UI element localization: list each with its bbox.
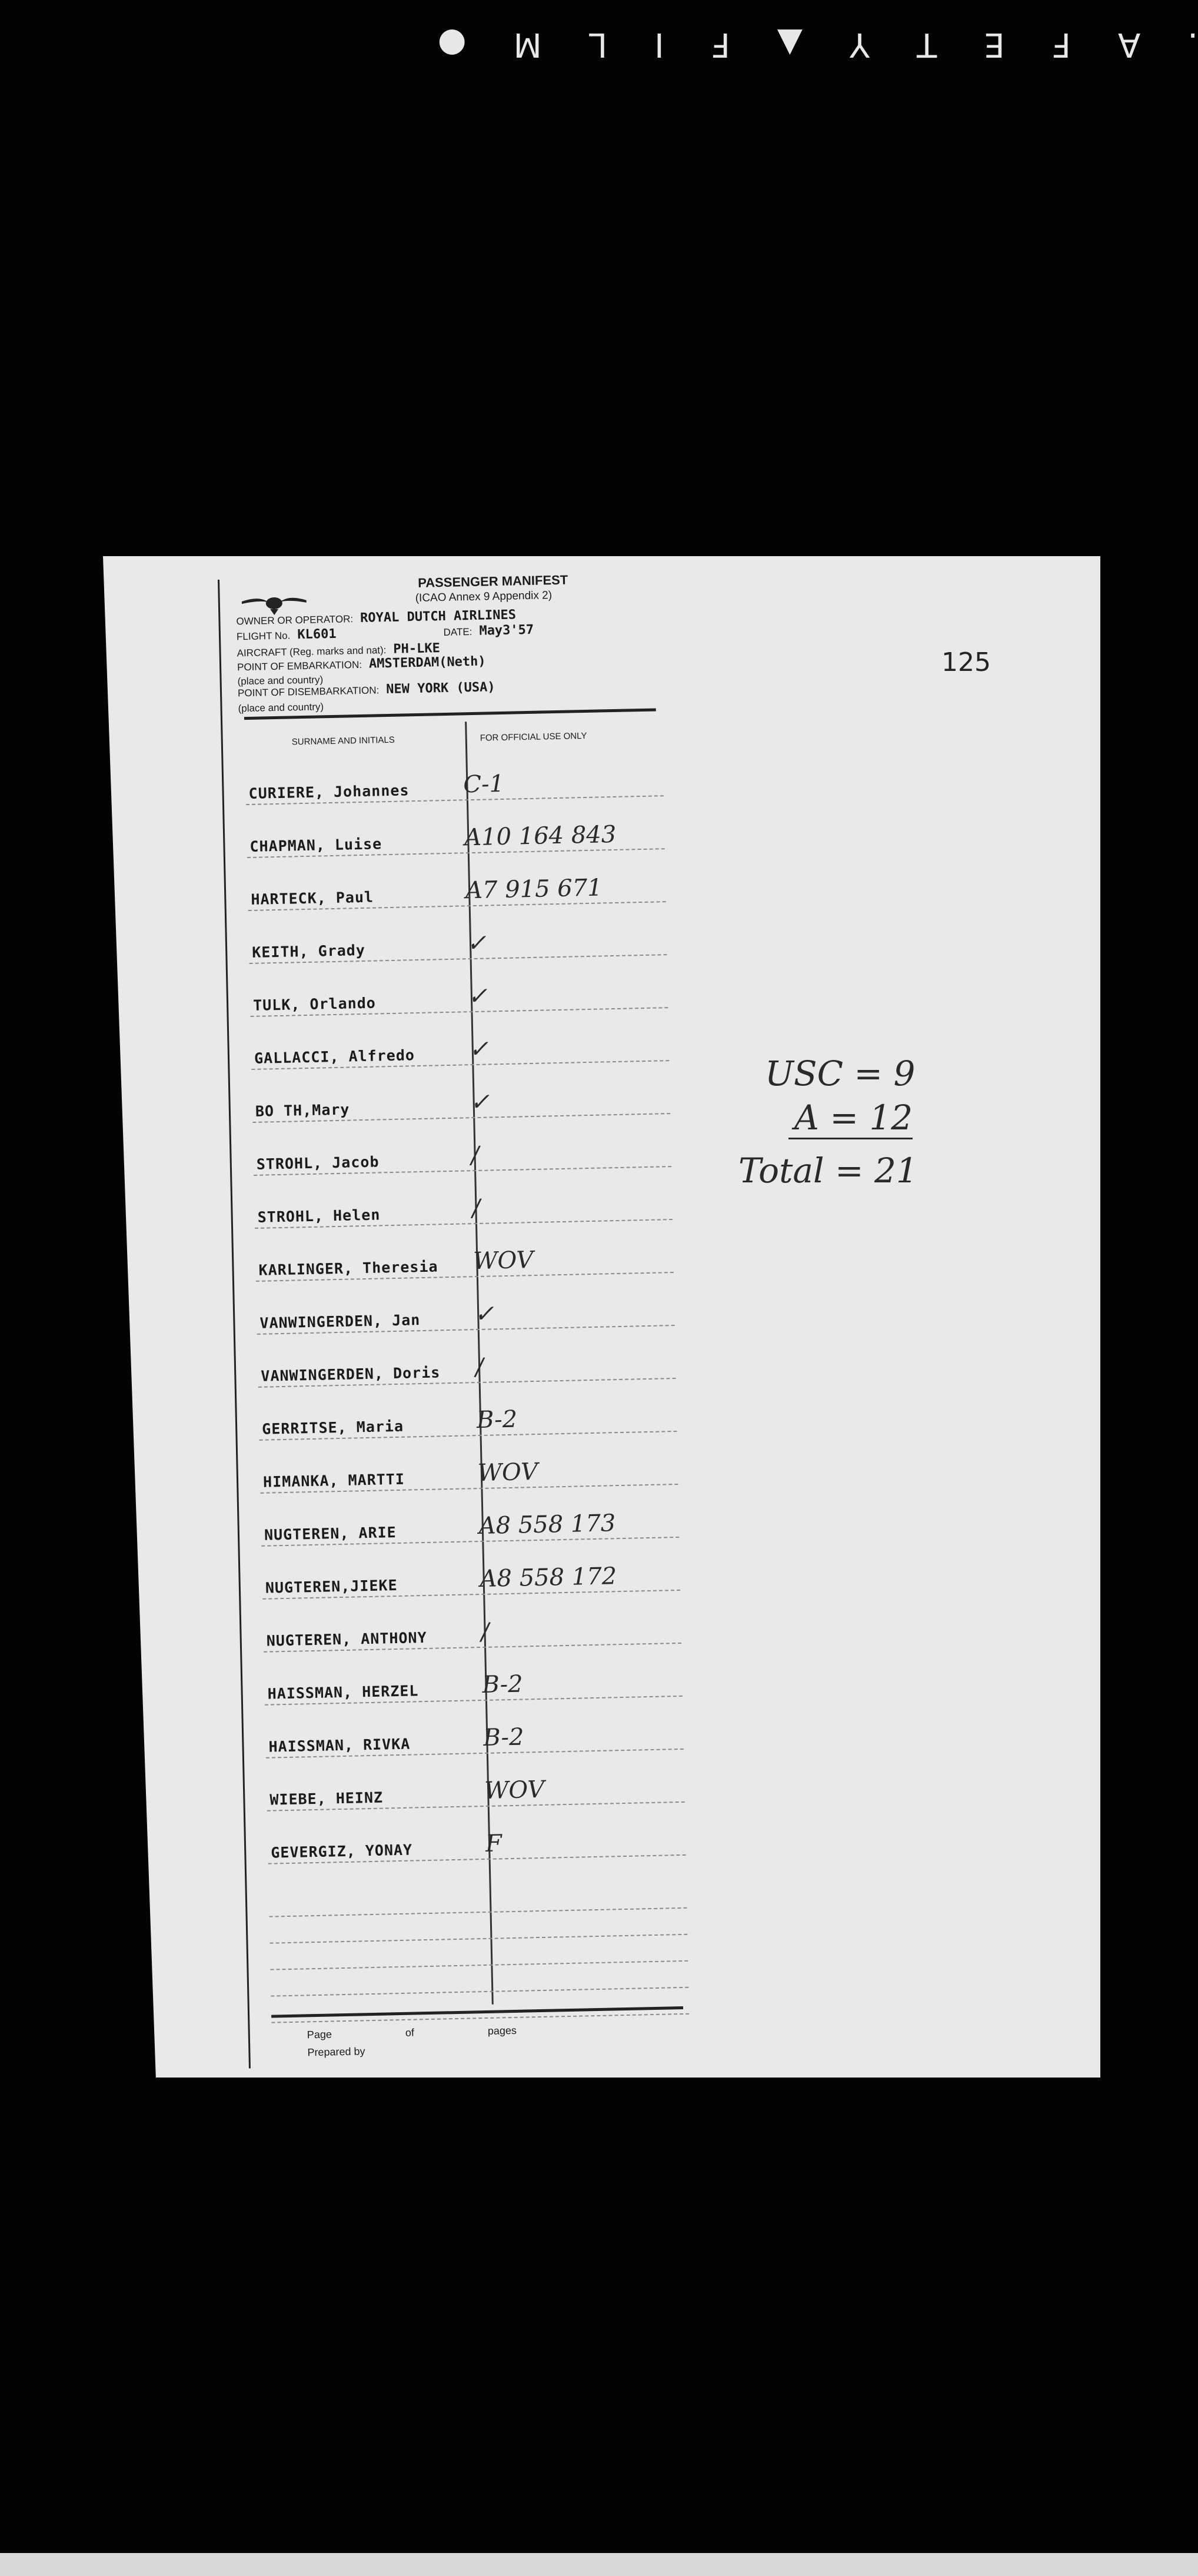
flight-value: KL601: [297, 626, 337, 643]
official-annotation: WOV: [484, 1776, 545, 1804]
flight-label: FLIGHT No.: [236, 630, 291, 643]
date-value: May3'57: [479, 622, 534, 639]
tally-a: A = 12: [788, 1098, 913, 1139]
passenger-name: HAISSMAN, RIVKA: [268, 1735, 411, 1756]
official-annotation: WOV: [472, 1247, 534, 1275]
place-country-note-2: (place and country): [238, 701, 324, 714]
official-annotation: ✓: [468, 1035, 489, 1063]
official-annotation: B-2: [482, 1723, 524, 1751]
blank-row-rule: [271, 1987, 688, 1997]
passenger-name: NUGTEREN,JIEKE: [265, 1576, 398, 1597]
aircraft-label: AIRCRAFT (Reg. marks and nat):: [237, 644, 387, 659]
passenger-name: CURIERE, Johannes: [248, 782, 410, 802]
passenger-name: TULK, Orlando: [252, 994, 377, 1014]
passenger-name: HARTECK, Paul: [251, 888, 374, 908]
passenger-name: GEVERGIZ, YONAY: [271, 1841, 413, 1862]
official-annotation: /: [481, 1618, 490, 1646]
owner-value: ROYAL DUTCH AIRLINES: [360, 607, 517, 626]
disembarkation-note: [238, 699, 324, 714]
official-annotation: A8 558 172: [480, 1563, 617, 1593]
official-annotation: B-2: [476, 1405, 518, 1434]
footer-pages-label: pages: [487, 2024, 517, 2037]
official-annotation: A8 558 173: [478, 1510, 616, 1540]
passenger-name: KARLINGER, Theresia: [258, 1258, 438, 1279]
blank-row-rule: [270, 1960, 688, 1970]
disembarkation-value: NEW YORK (USA): [385, 680, 495, 697]
official-annotation: ✓: [474, 1300, 495, 1328]
official-annotation: A7 915 671: [465, 874, 603, 905]
passenger-name: STROHL, Jacob: [256, 1153, 380, 1173]
official-annotation: WOV: [477, 1458, 538, 1487]
manifest-subtitle: (ICAO Annex 9 Appendix 2): [415, 589, 553, 604]
embarkation-value: AMSTERDAM(Neth): [368, 654, 486, 672]
passenger-name: VANWINGERDEN, Doris: [261, 1364, 441, 1385]
passenger-name: WIEBE, HEINZ: [269, 1789, 384, 1809]
footer-rule: [271, 2006, 683, 2018]
official-annotation: ✓: [466, 929, 487, 958]
passenger-name: STROHL, Helen: [257, 1206, 381, 1226]
official-annotation: /: [471, 1194, 481, 1222]
film-edge-strip: [0, 0, 1198, 66]
official-annotation: ✓: [467, 982, 488, 1011]
tally-total: Total = 21: [738, 1151, 918, 1191]
disembarkation-label: POINT OF DISEMBARKATION:: [237, 684, 380, 699]
official-annotation: /: [475, 1353, 484, 1381]
passenger-name: HIMANKA, MARTTI: [262, 1470, 405, 1491]
owner-label: OWNER OR OPERATOR:: [236, 613, 354, 627]
passenger-name: CHAPMAN, Luise: [249, 835, 382, 855]
official-annotation: F: [485, 1830, 503, 1857]
passenger-name: VANWINGERDEN, Jan: [259, 1311, 421, 1332]
place-country-note-1: (place and country): [237, 674, 324, 687]
passenger-name: GERRITSE, Maria: [261, 1417, 404, 1438]
passenger-name: BO TH,Mary: [255, 1101, 350, 1120]
passenger-name: NUGTEREN, ANTHONY: [266, 1628, 427, 1650]
official-annotation: /: [471, 1141, 480, 1169]
footer-page-line: [307, 2025, 517, 2041]
footer-prepared-by: Prepared by: [307, 2045, 365, 2059]
column-header-official: FOR OFFICIAL USE ONLY: [480, 730, 587, 743]
column-header-surname: SURNAME AND INITIALS: [291, 734, 395, 747]
footer-of-label: of: [405, 2026, 415, 2039]
embarkation-label: POINT OF EMBARKATION:: [237, 659, 362, 673]
manifest-title: PASSENGER MANIFEST: [417, 572, 568, 590]
film-edge-text: .AFETY▲FILM●: [390, 25, 1198, 64]
aircraft-value: PH-LKE: [393, 641, 441, 657]
passenger-name: KEITH, Grady: [251, 941, 366, 961]
official-annotation: B-2: [481, 1670, 524, 1699]
frame-number: 125: [941, 647, 991, 677]
footer-page-label: Page: [307, 2028, 332, 2041]
passenger-name: NUGTEREN, ARIE: [264, 1523, 397, 1544]
blank-row-rule: [270, 1934, 688, 1944]
official-annotation: C-1: [462, 770, 505, 799]
passenger-name: HAISSMAN, HERZEL: [267, 1682, 419, 1703]
tally-usc: USC = 9: [765, 1053, 916, 1093]
blank-row-rule: [269, 1907, 687, 1917]
official-annotation: A10 164 843: [464, 820, 617, 852]
official-annotation: ✓: [470, 1088, 490, 1116]
film-bottom-edge: [0, 2553, 1198, 2576]
passenger-manifest: [218, 570, 708, 2086]
passenger-name: GALLACCI, Alfredo: [254, 1046, 415, 1067]
date-label: DATE:: [443, 626, 472, 638]
